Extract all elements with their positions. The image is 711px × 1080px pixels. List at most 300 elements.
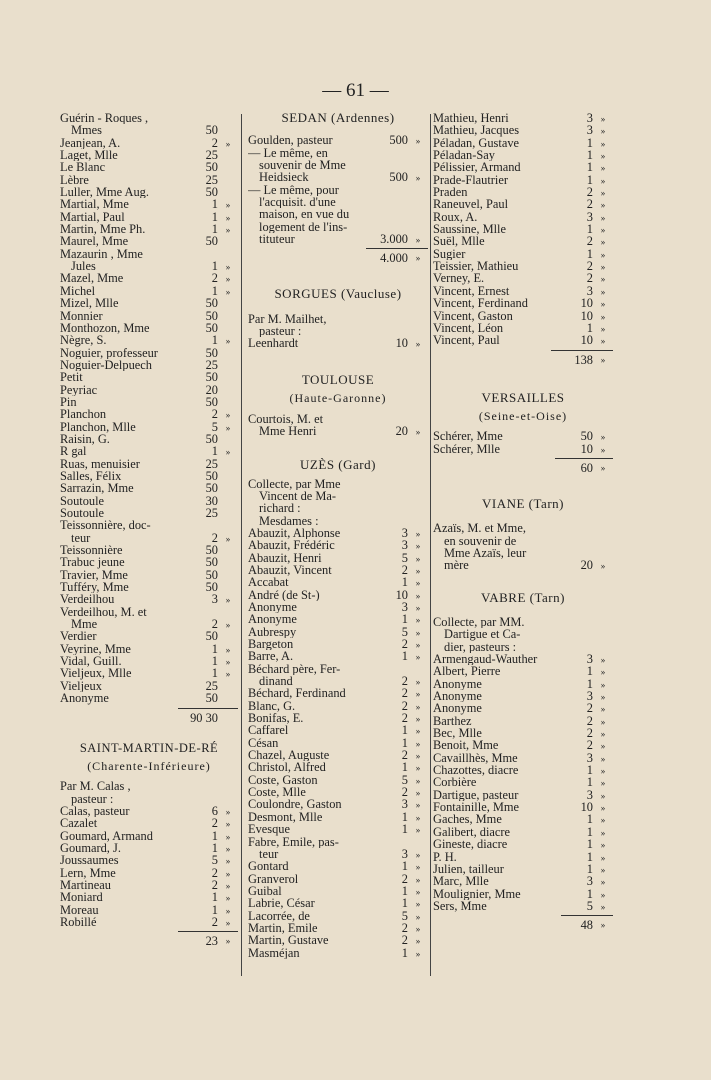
list-item [248, 947, 428, 959]
entry-name: Chazel, Auguste [248, 749, 330, 762]
entry-mark: » [600, 432, 606, 443]
entry-mark: » [415, 677, 421, 688]
list-item [248, 873, 428, 885]
entry-name: Roux, A. [433, 210, 478, 224]
section-total [433, 919, 613, 933]
entry-amount: 50 [580, 429, 593, 444]
entry-mark: » [225, 880, 231, 891]
section-heading: TOULOUSE [301, 371, 375, 387]
entry-amount: 1 [401, 649, 408, 664]
entry-amount: 1 [401, 883, 408, 898]
list-item [433, 702, 613, 714]
entry-amount: 10 [580, 333, 593, 348]
entry-amount: 1 [586, 246, 593, 261]
entry-name: Bargeton [248, 638, 294, 651]
entry-name: Gineste, diacre [433, 838, 508, 851]
entry-amount: 50 [205, 567, 218, 582]
list-item [60, 482, 238, 494]
entry-name: Le Blanc [60, 161, 106, 174]
entry-amount: 3 [401, 525, 408, 540]
entry-amount: 1 [586, 160, 593, 175]
entry-amount: 2 [211, 407, 218, 422]
list-item [248, 576, 428, 588]
entry-name: Goumard, J. [60, 841, 121, 855]
entry-mark: » [225, 262, 231, 273]
entry-name: en souvenir de [444, 534, 517, 547]
entry-mark: » [600, 692, 606, 703]
list-item [248, 552, 428, 564]
entry-mark: » [415, 874, 421, 885]
entry-mark: » [225, 422, 231, 433]
list-item [60, 161, 238, 173]
entry-name: Par M. Mailhet, [248, 312, 327, 326]
entry-amount: 10 [580, 296, 593, 311]
entry-name: Mmes [71, 124, 102, 137]
entry-mark: » [415, 339, 421, 350]
total-mark: » [600, 920, 606, 931]
entry-name: Mizel, Mlle [60, 297, 119, 310]
list-item [60, 891, 238, 903]
list-item [248, 848, 428, 860]
entry-amount: 50 [205, 580, 218, 595]
entry-mark: » [600, 679, 606, 690]
entry-mark: » [225, 856, 231, 867]
list-item [248, 313, 428, 325]
total-amount: 4.000 [380, 251, 408, 266]
entry-amount: 25 [205, 506, 218, 520]
list-item [248, 208, 428, 220]
total-spacer [433, 919, 549, 933]
entry-amount: 1 [401, 735, 408, 750]
entry-amount: 3 [586, 874, 593, 889]
total-rule [561, 915, 613, 916]
entry-amount: 3 [586, 123, 593, 138]
entry-name: Robillé [60, 915, 97, 929]
entry-amount: 1 [211, 259, 218, 274]
entry-mark: » [600, 716, 606, 727]
total-mark [218, 712, 238, 726]
entry-amount: 2 [401, 920, 408, 935]
entry-mark: » [415, 541, 421, 552]
list-item [60, 507, 238, 519]
entry-amount: 1 [586, 849, 593, 864]
list-item [248, 413, 428, 425]
entry-mark: » [225, 336, 231, 347]
entry-mark: » [415, 578, 421, 589]
entry-amount: 1 [586, 320, 593, 335]
entry-amount: 1 [401, 612, 408, 627]
entry-amount: 3 [401, 538, 408, 553]
list-item [60, 371, 238, 383]
entry-amount: 2 [211, 816, 218, 831]
entry-amount: 2 [211, 865, 218, 880]
spacer [433, 368, 613, 382]
entry-mark: » [415, 426, 421, 437]
entry-mark: » [415, 899, 421, 910]
column-1 [60, 112, 238, 949]
entry-name: Vincent, Ferdinand [433, 297, 528, 310]
list-item [433, 900, 613, 912]
list-item [60, 297, 238, 309]
entry-name: Courtois, M. et [248, 412, 324, 425]
entry-mark: » [415, 788, 421, 799]
entry-amount: 50 [205, 394, 218, 409]
entry-amount: 3 [586, 787, 593, 802]
entry-amount: 3 [586, 209, 593, 224]
list-item [248, 922, 428, 934]
entry-name: Vincent, Paul [433, 334, 500, 347]
column-divider-2 [430, 114, 431, 976]
entry-mark: » [600, 311, 606, 322]
list-item [433, 310, 613, 322]
list-item [60, 198, 238, 210]
entry-amount: 10 [580, 800, 593, 815]
entry-mark: » [415, 763, 421, 774]
list-item [433, 752, 613, 764]
entry-name: Abauzit, Vincent [248, 563, 332, 577]
entry-mark: » [225, 905, 231, 916]
list-item [433, 124, 613, 136]
entry-name: teur [71, 531, 91, 545]
entry-name: Péladan, Gustave [433, 136, 520, 150]
entry-mark: » [600, 114, 606, 124]
list-item [433, 161, 613, 173]
entry-mark: » [225, 669, 231, 680]
entry-amount: 3 [401, 846, 408, 861]
entry-name: Anonyme [60, 692, 109, 705]
entry-mark: » [415, 136, 421, 147]
entry-mark: » [415, 701, 421, 712]
entry-mark: » [415, 849, 421, 860]
entry-mark: » [415, 590, 421, 601]
entry-amount: 10 [395, 587, 408, 602]
entry-name: Mesdames : [259, 514, 319, 527]
entry-mark: » [600, 188, 606, 199]
entry-amount: 1 [586, 148, 593, 163]
entry-name: Cavaillhès, Mme [433, 751, 518, 765]
entry-amount: 3 [586, 750, 593, 765]
list-item [248, 515, 428, 527]
entry-name: tituteur [259, 233, 295, 246]
entry-amount: 2 [586, 726, 593, 741]
total-mark: » [600, 462, 606, 473]
entry-mark: » [600, 778, 606, 789]
column-3 [433, 112, 613, 933]
spacer [433, 476, 613, 488]
entry-amount: 20 [205, 382, 218, 397]
entry-amount: 5 [211, 853, 218, 868]
entry-mark: » [225, 868, 231, 879]
list-item [433, 174, 613, 186]
list-item [433, 801, 613, 813]
list-item [248, 885, 428, 897]
entry-mark: » [600, 138, 606, 149]
list-item [433, 248, 613, 260]
entry-name: Raneuvel, Paul [433, 198, 509, 211]
entry-name: Martin, Emile [248, 921, 318, 935]
entry-amount: 1 [211, 890, 218, 905]
entry-mark: » [600, 249, 606, 260]
entry-name: Mme Henri [259, 424, 317, 438]
entry-amount: 500 [389, 170, 408, 185]
list-item [433, 137, 613, 149]
entry-mark: » [225, 286, 231, 297]
list-item [60, 916, 238, 928]
list-item [433, 727, 613, 739]
entry-amount: 20 [580, 558, 593, 573]
entry-amount: 3 [586, 111, 593, 125]
entry-name: Soutoule [60, 507, 105, 520]
entry-amount: 3.000 [380, 232, 408, 247]
entry-name: Leenhardt [248, 337, 299, 350]
entry-mark: » [225, 533, 231, 544]
entry-name: Coste, Mlle [248, 786, 306, 799]
entry-mark: » [225, 225, 231, 236]
entry-mark: » [225, 831, 231, 842]
list-item [433, 535, 613, 547]
entry-mark: » [600, 323, 606, 334]
list-item [433, 838, 613, 850]
entry-mark: » [415, 862, 421, 873]
entry-amount: 1 [401, 723, 408, 738]
entry-mark: » [600, 852, 606, 863]
entry-amount: 20 [395, 423, 408, 438]
entry-mark: » [600, 803, 606, 814]
entry-name: Saussine, Mlle [433, 223, 506, 236]
list-item [433, 430, 613, 442]
list-item [248, 134, 428, 146]
entry-name: dier, pasteurs : [444, 640, 517, 653]
entry-amount: 2 [211, 271, 218, 286]
entry-mark: » [600, 704, 606, 715]
total-mark: » [600, 354, 606, 365]
entry-name: Benoit, Mme [433, 739, 499, 752]
entry-name: Teissonnière [60, 544, 123, 557]
entry-mark: » [600, 151, 606, 162]
entry-amount: 50 [205, 160, 218, 175]
entry-amount: 1 [586, 837, 593, 852]
section-subheading: (Charente-Inférieure) [87, 758, 211, 773]
entry-amount: 50 [205, 308, 218, 323]
entry-amount: 2 [401, 698, 408, 713]
entry-amount: 50 [205, 296, 218, 311]
entry-mark: » [600, 877, 606, 888]
list-item [60, 667, 238, 679]
list-item [248, 687, 428, 699]
entry-amount: 2 [586, 738, 593, 753]
list-item [433, 235, 613, 247]
list-item [433, 522, 613, 534]
entry-name: Planchon [60, 408, 107, 421]
entry-name: Christol, Alfred [248, 761, 326, 774]
list-item [248, 823, 428, 835]
total-amount: 90 30 [190, 710, 218, 725]
entry-name: Noguier-Delpuech [60, 358, 152, 372]
entry-mark: » [600, 336, 606, 347]
list-item [248, 613, 428, 625]
entry-amount: 1 [586, 763, 593, 778]
entry-name: Monnier [60, 309, 103, 322]
entry-mark: » [225, 200, 231, 211]
entry-amount: 10 [580, 441, 593, 456]
entry-name: Julien, tailleur [433, 862, 504, 876]
entry-amount: 5 [586, 898, 593, 913]
entry-name: Martial, Mme [60, 198, 129, 211]
entry-name: Martial, Paul [60, 210, 125, 224]
entry-name: Maurel, Mme [60, 235, 129, 248]
entry-mark: » [415, 751, 421, 762]
entry-name: Travier, Mme [60, 568, 128, 582]
list-item [433, 690, 613, 702]
entry-mark: » [600, 667, 606, 678]
entry-mark: » [415, 235, 421, 246]
entry-name: Fontainille, Mme [433, 801, 520, 814]
entry-name: Evesque [248, 823, 290, 836]
entry-name: Michel [60, 284, 96, 298]
list-item [60, 692, 238, 704]
entry-amount: 1 [586, 172, 593, 187]
total-spacer [60, 712, 174, 726]
total-rule [551, 350, 613, 351]
entry-amount: 3 [401, 797, 408, 812]
entry-name: Tufféry, Mme [60, 581, 129, 594]
list-item [433, 186, 613, 198]
entry-amount: 2 [401, 686, 408, 701]
list-item [248, 184, 428, 196]
entry-amount: 2 [586, 259, 593, 274]
entry-amount: 1 [211, 666, 218, 681]
total-amount: 48 [580, 918, 593, 933]
entry-name: Verdeilhou, M. et [60, 605, 147, 619]
entry-mark: » [415, 627, 421, 638]
entry-name: Gontard [248, 860, 289, 873]
list-item [248, 675, 428, 687]
entry-name: Verdier [60, 630, 97, 643]
entry-name: Luller, Mme Aug. [60, 186, 149, 199]
entry-name: André (de St-) [248, 588, 320, 601]
entry-mark: » [415, 652, 421, 663]
entry-amount: 25 [205, 172, 218, 187]
entry-amount: 2 [586, 713, 593, 728]
entry-mark: » [415, 726, 421, 737]
entry-name: Moulignier, Mme [433, 887, 521, 900]
entry-amount: 50 [205, 468, 218, 483]
list-item [248, 171, 428, 183]
entry-name: logement de l'ins- [259, 220, 348, 234]
entry-amount: 1 [211, 828, 218, 843]
list-item [433, 813, 613, 825]
entry-mark: » [600, 126, 606, 137]
entry-name: Corbière [433, 776, 477, 789]
intro-line: Par M. Calas , [60, 779, 131, 794]
entry-name: Verdeilhou [60, 593, 115, 606]
total-rule [178, 931, 238, 932]
entry-name: Mazaurin , Mme [60, 247, 143, 261]
entry-name: Péladan-Say [433, 149, 495, 162]
list-item [248, 601, 428, 613]
entry-name: Chazottes, diacre [433, 764, 519, 777]
entry-amount: 50 [205, 345, 218, 360]
entry-mark: » [415, 528, 421, 539]
entry-name: Blanc, G. [248, 699, 296, 713]
entry-mark: » [600, 840, 606, 851]
entry-amount: 50 [205, 481, 218, 496]
entry-amount: 1 [586, 824, 593, 839]
entry-mark: » [415, 738, 421, 749]
section-heading: VIANE (Tarn) [482, 495, 564, 511]
entry-mark: » [600, 274, 606, 285]
entry-name: Petit [60, 371, 83, 384]
list-item [248, 650, 428, 662]
entry-name: Labrie, César [248, 897, 315, 910]
entry-name: Sugier [433, 247, 466, 261]
entry-name: Vincent, Ernest [433, 284, 510, 298]
entry-name: Calas, pasteur [60, 804, 130, 818]
entry-amount: 1 [211, 222, 218, 237]
entry-mark: » [600, 741, 606, 752]
entry-amount: 1 [586, 775, 593, 790]
entry-name: Suël, Mlle [433, 235, 485, 248]
entry-mark: » [600, 655, 606, 665]
list-item [60, 445, 238, 457]
entry-amount: 2 [401, 748, 408, 763]
list-item [248, 811, 428, 823]
list-item [433, 211, 613, 223]
entry-name: Masméjan [248, 946, 300, 959]
entry-mark: » [415, 553, 421, 564]
intro-line: pasteur : [71, 791, 114, 806]
entry-name: Collecte, par MM. [433, 615, 525, 629]
entry-mark: » [415, 615, 421, 626]
entry-mark: » [415, 775, 421, 786]
entry-amount: 1 [211, 283, 218, 298]
entry-mark: » [600, 815, 606, 826]
entry-name: Noguier, professeur [60, 346, 158, 359]
entry-name: Schérer, Mlle [433, 442, 500, 455]
entry-name: — Le même, pour [248, 183, 339, 197]
entry-name: Vincent de Ma- [259, 489, 337, 503]
entry-mark: » [600, 212, 606, 223]
entry-name: Collecte, par Mme [248, 477, 341, 490]
entry-mark: » [600, 790, 606, 801]
entry-name: Azaïs, M. et Mme, [433, 522, 526, 535]
entry-name: Gaches, Mme [433, 813, 502, 826]
entry-amount: 5 [401, 550, 408, 565]
entry-name: Béchard, Ferdinand [248, 687, 346, 700]
entry-amount: 1 [586, 664, 593, 679]
list-item [248, 774, 428, 786]
entry-amount: 1 [211, 902, 218, 917]
entry-name: Albert, Pierre [433, 665, 501, 678]
entry-name: Galibert, diacre [433, 825, 511, 839]
list-item [433, 149, 613, 161]
entry-name: souvenir de Mme [259, 159, 346, 172]
entry-amount: 50 [205, 185, 218, 200]
entry-name: Mathieu, Jacques [433, 124, 520, 137]
entry-mark: » [600, 766, 606, 777]
list-item [248, 337, 428, 349]
entry-name: Sers, Mme [433, 899, 487, 913]
list-item [60, 334, 238, 346]
spacer [248, 437, 428, 449]
entry-amount: 1 [586, 135, 593, 150]
list-item [433, 678, 613, 690]
list-item [433, 223, 613, 235]
entry-name: Caffarel [248, 724, 289, 737]
section-total [60, 935, 238, 949]
list-item [433, 559, 613, 571]
entry-name: Aubrespy [248, 625, 297, 638]
